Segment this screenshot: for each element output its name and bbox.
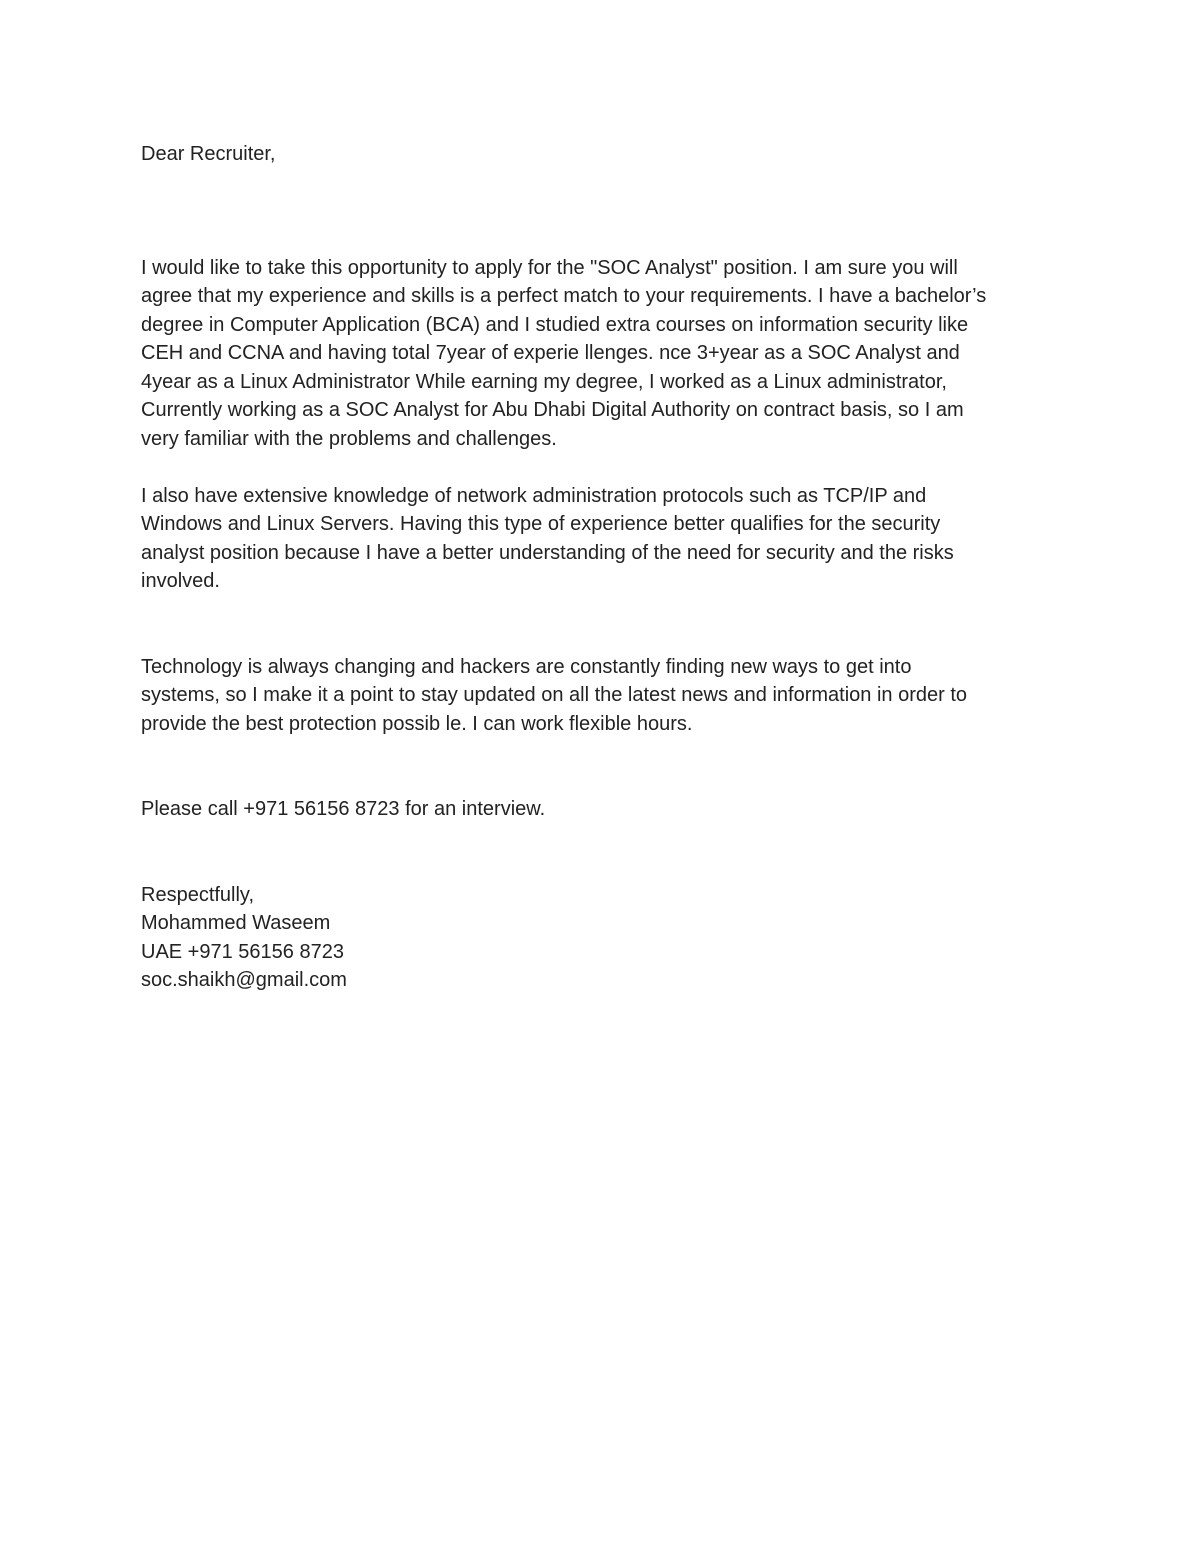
greeting: Dear Recruiter, [141, 143, 276, 165]
paragraph-technology [141, 653, 1061, 739]
text-line: I also have extensive knowledge of network administration protocols such as TCP/IP and [141, 484, 927, 507]
text-line: degree in Computer Application (BCA) and I studied extra courses on information security like [141, 313, 969, 336]
text-line: 4year as a Linux Administrator While earning my degree, I worked as a Linux administrator, [141, 370, 947, 393]
text-line: Windows and Linux Servers. Having this type of experience better qualifies for the security [141, 513, 941, 535]
signature-block [141, 881, 1061, 995]
text-line: Please call +971 56156 8723 for an interview. [141, 798, 546, 820]
text-line: provide the best protection possib le. I can work flexible hours. [141, 712, 693, 735]
text-line: CEH and CCNA and having total 7year of experie llenges. nce 3+year as a SOC Analyst and [141, 342, 960, 364]
signature-phone: UAE +971 56156 8723 [141, 940, 344, 963]
text-line: Technology is always changing and hackers are constantly finding new ways to get into [141, 655, 912, 678]
signature-name: Mohammed Waseem [141, 912, 331, 934]
paragraph-knowledge [141, 482, 1061, 596]
text-line: systems, so I make it a point to stay updated on all the latest news and information in order to [141, 684, 967, 706]
closing: Respectfully, [141, 883, 255, 906]
signature-email: soc.shaikh@gmail.com [141, 969, 347, 991]
text-line: agree that my experience and skills is a perfect match to your requirements. I have a bachelor’s [141, 285, 987, 307]
text-line: Currently working as a SOC Analyst for Abu Dhabi Digital Authority on contract basis, so I am [141, 399, 964, 421]
paragraph-experience [141, 254, 1061, 454]
cover-letter [141, 140, 1061, 995]
text-line: analyst position because I have a better understanding of the need for security and the risks [141, 541, 954, 564]
paragraph-call-to-action [141, 795, 1061, 824]
text-line: very familiar with the problems and challenges. [141, 427, 557, 450]
text-line: involved. [141, 570, 220, 592]
text-line: I would like to take this opportunity to apply for the "SOC Analyst" position. I am sure you will [141, 256, 958, 279]
